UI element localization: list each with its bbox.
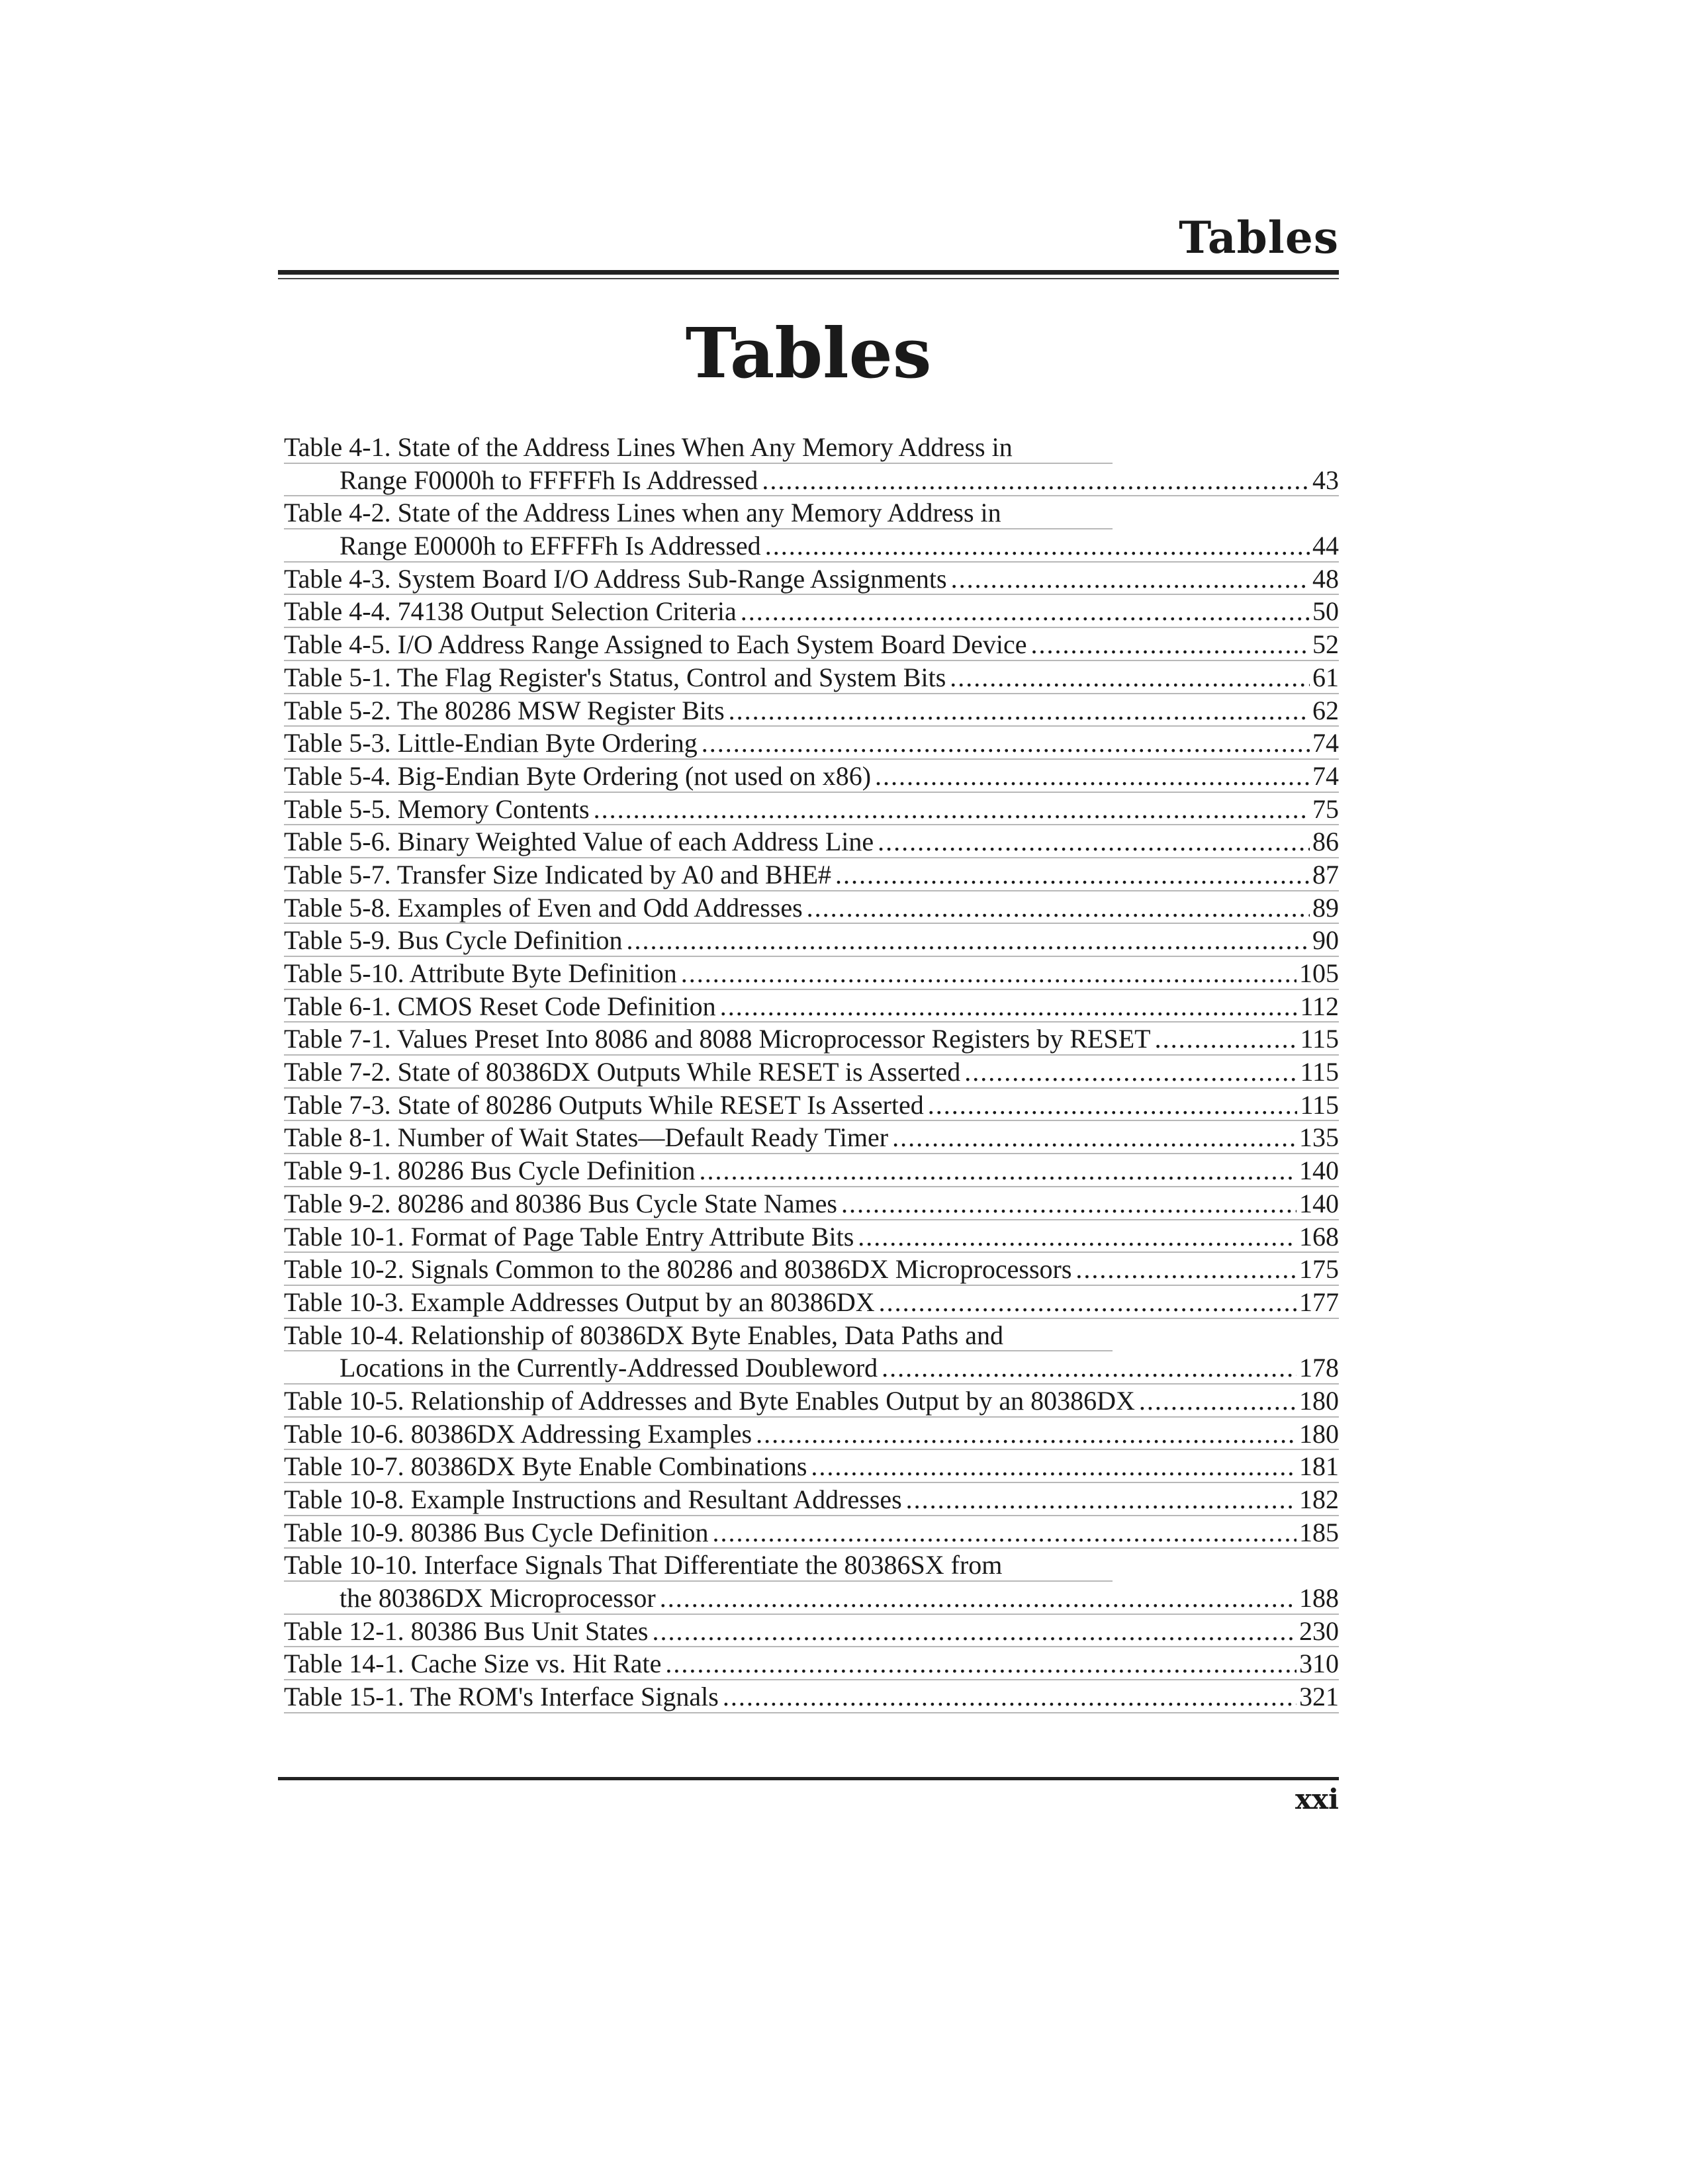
toc-entry xyxy=(284,1154,1339,1187)
toc-entry-title-continuation: Range F0000h to FFFFFh Is Addressed xyxy=(340,465,758,495)
toc-entry xyxy=(284,1418,1339,1451)
toc-entry-title: Table 7-1. Values Preset Into 8086 and 8088 Microprocessor Registers by RESET xyxy=(284,1024,1151,1054)
toc-entry-title: Table 9-2. 80286 and 80386 Bus Cycle State Names xyxy=(284,1188,837,1218)
toc-entry-link[interactable] xyxy=(284,1647,1339,1680)
toc-entry-link[interactable] xyxy=(284,1450,1339,1483)
toc-entry xyxy=(284,924,1339,957)
toc-entry-link[interactable] xyxy=(284,1154,1339,1187)
toc-entry-link[interactable] xyxy=(284,1220,1339,1253)
header-rule xyxy=(278,270,1339,275)
toc-page-number: 178 xyxy=(1299,1353,1339,1383)
toc-entry xyxy=(284,793,1339,826)
toc-entry-link[interactable] xyxy=(284,661,1339,694)
footer-rule xyxy=(278,1777,1339,1780)
toc-entry xyxy=(284,1483,1339,1516)
toc-entry xyxy=(284,1680,1339,1713)
toc-entry-title: Table 5-3. Little-Endian Byte Ordering xyxy=(284,728,698,758)
toc-entry xyxy=(284,595,1339,628)
toc-page-number: 182 xyxy=(1299,1484,1339,1514)
toc-entry-title: Table 9-1. 80286 Bus Cycle Definition xyxy=(284,1156,696,1186)
toc-entry-title: Table 5-7. Transfer Size Indicated by A0 and BHE# xyxy=(284,859,832,889)
toc-page-number: 321 xyxy=(1299,1682,1339,1712)
dot-leader xyxy=(964,1056,1297,1088)
toc-page-number: 61 xyxy=(1312,662,1339,692)
toc-entry xyxy=(284,1121,1339,1154)
dot-leader xyxy=(807,891,1310,924)
toc-entry-title: Table 10-10. Interface Signals That Differentiate the 80386SX from xyxy=(284,1550,1003,1580)
toc-entry-link[interactable] xyxy=(284,563,1339,596)
toc-page-number: 168 xyxy=(1299,1221,1339,1251)
toc-entry-link-continuation[interactable] xyxy=(284,1351,1339,1385)
dot-leader xyxy=(713,1516,1297,1549)
page-number: xxi xyxy=(1295,1783,1339,1815)
toc-page-number: 180 xyxy=(1299,1385,1339,1416)
toc-entry-title-continuation: Range E0000h to EFFFFh Is Addressed xyxy=(340,531,761,561)
dot-leader xyxy=(729,694,1310,727)
toc-page-number: 112 xyxy=(1300,991,1339,1021)
toc-entry-link[interactable] xyxy=(284,1516,1339,1549)
page-title: Tables xyxy=(685,312,932,394)
toc-entry-title: Table 12-1. 80386 Bus Unit States xyxy=(284,1615,649,1646)
toc-entry xyxy=(284,496,1339,562)
toc-entry xyxy=(284,1549,1339,1614)
toc-entry-link[interactable] xyxy=(284,595,1339,628)
toc-entry-title: Table 5-2. The 80286 MSW Register Bits xyxy=(284,695,725,725)
toc-entry-title: Table 4-5. I/O Address Range Assigned to Each System Board Device xyxy=(284,629,1027,660)
toc-entry xyxy=(284,1450,1339,1483)
toc-entry-title: Table 10-7. 80386DX Byte Enable Combinations xyxy=(284,1451,807,1482)
toc-entry xyxy=(284,1516,1339,1549)
dot-leader xyxy=(951,563,1310,595)
dot-leader xyxy=(723,1680,1297,1713)
dot-leader xyxy=(875,760,1310,792)
dot-leader xyxy=(765,529,1310,562)
toc-entry-link[interactable] xyxy=(284,1319,1113,1352)
toc-entry-title: Table 14-1. Cache Size vs. Hit Rate xyxy=(284,1649,662,1679)
toc-entry xyxy=(284,727,1339,760)
toc-page-number: 230 xyxy=(1299,1615,1339,1646)
toc-entry-link[interactable] xyxy=(284,891,1339,925)
dot-leader xyxy=(741,595,1310,627)
toc-entry-link[interactable] xyxy=(284,1615,1339,1648)
toc-page-number: 48 xyxy=(1312,563,1339,594)
toc-page-number: 135 xyxy=(1299,1122,1339,1153)
toc-entry-link[interactable] xyxy=(284,990,1339,1023)
dot-leader xyxy=(594,793,1310,825)
toc-entry xyxy=(284,1319,1339,1385)
dot-leader xyxy=(665,1647,1297,1680)
toc-entry xyxy=(284,990,1339,1023)
toc-page-number: 62 xyxy=(1312,695,1339,725)
dot-leader xyxy=(950,661,1310,694)
toc-entry-link[interactable] xyxy=(284,858,1339,891)
toc-entry xyxy=(284,1089,1339,1122)
dot-leader xyxy=(762,464,1310,496)
toc-entry-link[interactable] xyxy=(284,727,1339,760)
toc-entry xyxy=(284,1220,1339,1253)
toc-entry-link[interactable] xyxy=(284,628,1339,661)
dot-leader xyxy=(720,990,1298,1023)
toc-page-number: 74 xyxy=(1312,760,1339,791)
toc-entry-title: Table 4-3. System Board I/O Address Sub-Range Assignments xyxy=(284,563,947,594)
dot-leader xyxy=(756,1418,1297,1450)
table-of-tables-list xyxy=(284,431,1339,1713)
toc-page-number: 175 xyxy=(1299,1254,1339,1285)
dot-leader xyxy=(906,1483,1297,1516)
toc-entry-title: Table 4-4. 74138 Output Selection Criteria xyxy=(284,596,737,627)
toc-entry-link[interactable] xyxy=(284,1121,1339,1154)
toc-entry-link[interactable] xyxy=(284,760,1339,793)
toc-entry xyxy=(284,1647,1339,1680)
toc-entry xyxy=(284,563,1339,596)
dot-leader xyxy=(841,1187,1297,1220)
dot-leader xyxy=(653,1615,1297,1647)
toc-page-number: 89 xyxy=(1312,892,1339,923)
toc-entry xyxy=(284,661,1339,694)
toc-entry-title: Table 15-1. The ROM's Interface Signals xyxy=(284,1682,719,1712)
dot-leader xyxy=(835,858,1310,891)
dot-leader xyxy=(1139,1385,1297,1417)
toc-entry-title-continuation: the 80386DX Microprocessor xyxy=(340,1583,656,1614)
toc-page-number: 115 xyxy=(1300,1024,1339,1054)
toc-entry xyxy=(284,1187,1339,1220)
toc-entry-link-continuation[interactable] xyxy=(284,464,1339,497)
toc-page-number: 50 xyxy=(1312,596,1339,627)
dot-leader xyxy=(702,727,1310,759)
toc-entry xyxy=(284,694,1339,727)
toc-page-number: 75 xyxy=(1312,794,1339,824)
toc-entry-link[interactable] xyxy=(284,924,1339,957)
dot-leader xyxy=(882,1351,1297,1384)
toc-entry-link[interactable] xyxy=(284,1089,1339,1122)
toc-entry-link[interactable] xyxy=(284,1187,1339,1220)
toc-entry-title: Table 5-9. Bus Cycle Definition xyxy=(284,925,623,956)
toc-entry-title: Table 8-1. Number of Wait States—Default Ready Timer xyxy=(284,1122,889,1153)
toc-entry xyxy=(284,1056,1339,1089)
header-rule-thin xyxy=(278,278,1339,279)
toc-page-number: 140 xyxy=(1299,1156,1339,1186)
toc-entry-link[interactable] xyxy=(284,1418,1339,1451)
toc-entry-link[interactable] xyxy=(284,1056,1339,1089)
toc-entry xyxy=(284,891,1339,925)
toc-entry-title: Table 10-6. 80386DX Addressing Examples xyxy=(284,1418,752,1449)
toc-entry-link[interactable] xyxy=(284,1483,1339,1516)
toc-entry-title: Table 10-2. Signals Common to the 80286 and 80386DX Microprocessors xyxy=(284,1254,1072,1285)
toc-page-number: 105 xyxy=(1299,958,1339,988)
toc-entry-title: Table 5-5. Memory Contents xyxy=(284,794,590,824)
toc-page-number: 188 xyxy=(1299,1583,1339,1614)
toc-entry-link[interactable] xyxy=(284,431,1113,464)
toc-entry xyxy=(284,431,1339,496)
toc-page-number: 74 xyxy=(1312,728,1339,758)
toc-page-number: 310 xyxy=(1299,1649,1339,1679)
toc-entry-link[interactable] xyxy=(284,1549,1113,1582)
dot-leader xyxy=(1075,1253,1297,1285)
toc-entry-link[interactable] xyxy=(284,496,1113,529)
toc-entry-link[interactable] xyxy=(284,793,1339,826)
toc-entry-title: Table 4-2. State of the Address Lines when any Memory Address in xyxy=(284,498,1001,528)
toc-entry-title: Table 10-9. 80386 Bus Cycle Definition xyxy=(284,1517,709,1547)
toc-page-number: 140 xyxy=(1299,1188,1339,1218)
dot-leader xyxy=(858,1220,1297,1253)
toc-entry-title: Table 10-1. Format of Page Table Entry Attribute Bits xyxy=(284,1221,854,1251)
toc-entry xyxy=(284,760,1339,793)
dot-leader xyxy=(811,1450,1297,1482)
toc-entry xyxy=(284,858,1339,891)
toc-entry-title: Table 7-3. State of 80286 Outputs While RESET Is Asserted xyxy=(284,1089,924,1120)
toc-entry-title: Table 5-4. Big-Endian Byte Ordering (not used on x86) xyxy=(284,760,872,791)
toc-entry-title: Table 5-8. Examples of Even and Odd Addresses xyxy=(284,892,803,923)
toc-entry-title: Table 5-6. Binary Weighted Value of each Address Line xyxy=(284,827,874,857)
dot-leader xyxy=(1155,1023,1298,1055)
toc-entry-title: Table 4-1. State of the Address Lines When Any Memory Address in xyxy=(284,432,1013,462)
toc-entry-link-continuation[interactable] xyxy=(284,529,1339,563)
dot-leader xyxy=(660,1582,1297,1614)
toc-page-number: 44 xyxy=(1312,531,1339,561)
dot-leader xyxy=(627,924,1310,956)
toc-entry xyxy=(284,1286,1339,1319)
dot-leader xyxy=(892,1121,1297,1154)
toc-page-number: 86 xyxy=(1312,827,1339,857)
toc-entry-link[interactable] xyxy=(284,1385,1339,1418)
toc-page-number: 181 xyxy=(1299,1451,1339,1482)
dot-leader xyxy=(879,1286,1297,1318)
toc-page-number: 43 xyxy=(1312,465,1339,495)
dot-leader xyxy=(1031,628,1310,660)
toc-entry xyxy=(284,1023,1339,1056)
toc-page-number: 52 xyxy=(1312,629,1339,660)
toc-entry-title: Table 5-1. The Flag Register's Status, Control and System Bits xyxy=(284,662,946,692)
toc-entry-title: Table 10-5. Relationship of Addresses and Byte Enables Output by an 80386DX xyxy=(284,1385,1135,1416)
dot-leader xyxy=(878,825,1310,858)
toc-page-number: 87 xyxy=(1312,859,1339,889)
toc-entry xyxy=(284,628,1339,661)
toc-entry xyxy=(284,825,1339,858)
toc-entry xyxy=(284,1253,1339,1286)
toc-page-number: 90 xyxy=(1312,925,1339,956)
toc-page-number: 115 xyxy=(1300,1089,1339,1120)
toc-entry-link[interactable] xyxy=(284,825,1339,858)
toc-page-number: 177 xyxy=(1299,1287,1339,1317)
toc-entry-title: Table 10-3. Example Addresses Output by an 80386DX xyxy=(284,1287,875,1317)
toc-entry-title: Table 6-1. CMOS Reset Code Definition xyxy=(284,991,716,1021)
dot-leader xyxy=(928,1089,1298,1121)
dot-leader xyxy=(681,957,1297,989)
toc-entry-title: Table 10-8. Example Instructions and Resultant Addresses xyxy=(284,1484,902,1514)
dot-leader xyxy=(700,1154,1297,1187)
toc-entry-link[interactable] xyxy=(284,1023,1339,1056)
toc-entry-title: Table 5-10. Attribute Byte Definition xyxy=(284,958,677,988)
toc-entry-title: Table 7-2. State of 80386DX Outputs While RESET is Asserted xyxy=(284,1057,961,1087)
toc-entry-link[interactable] xyxy=(284,1286,1339,1319)
toc-page-number: 185 xyxy=(1299,1517,1339,1547)
toc-entry xyxy=(284,1385,1339,1418)
toc-entry-link[interactable] xyxy=(284,694,1339,727)
toc-entry xyxy=(284,1615,1339,1648)
toc-entry-link-continuation[interactable] xyxy=(284,1582,1339,1615)
toc-page-number: 115 xyxy=(1300,1057,1339,1087)
running-head-title: Tables xyxy=(1179,212,1339,263)
toc-entry-title-continuation: Locations in the Currently-Addressed Doubleword xyxy=(340,1353,878,1383)
toc-entry-link[interactable] xyxy=(284,1253,1339,1286)
toc-entry xyxy=(284,957,1339,990)
toc-entry-link[interactable] xyxy=(284,957,1339,990)
toc-entry-title: Table 10-4. Relationship of 80386DX Byte Enables, Data Paths and xyxy=(284,1320,1003,1350)
toc-entry-link[interactable] xyxy=(284,1680,1339,1713)
toc-page-number: 180 xyxy=(1299,1418,1339,1449)
